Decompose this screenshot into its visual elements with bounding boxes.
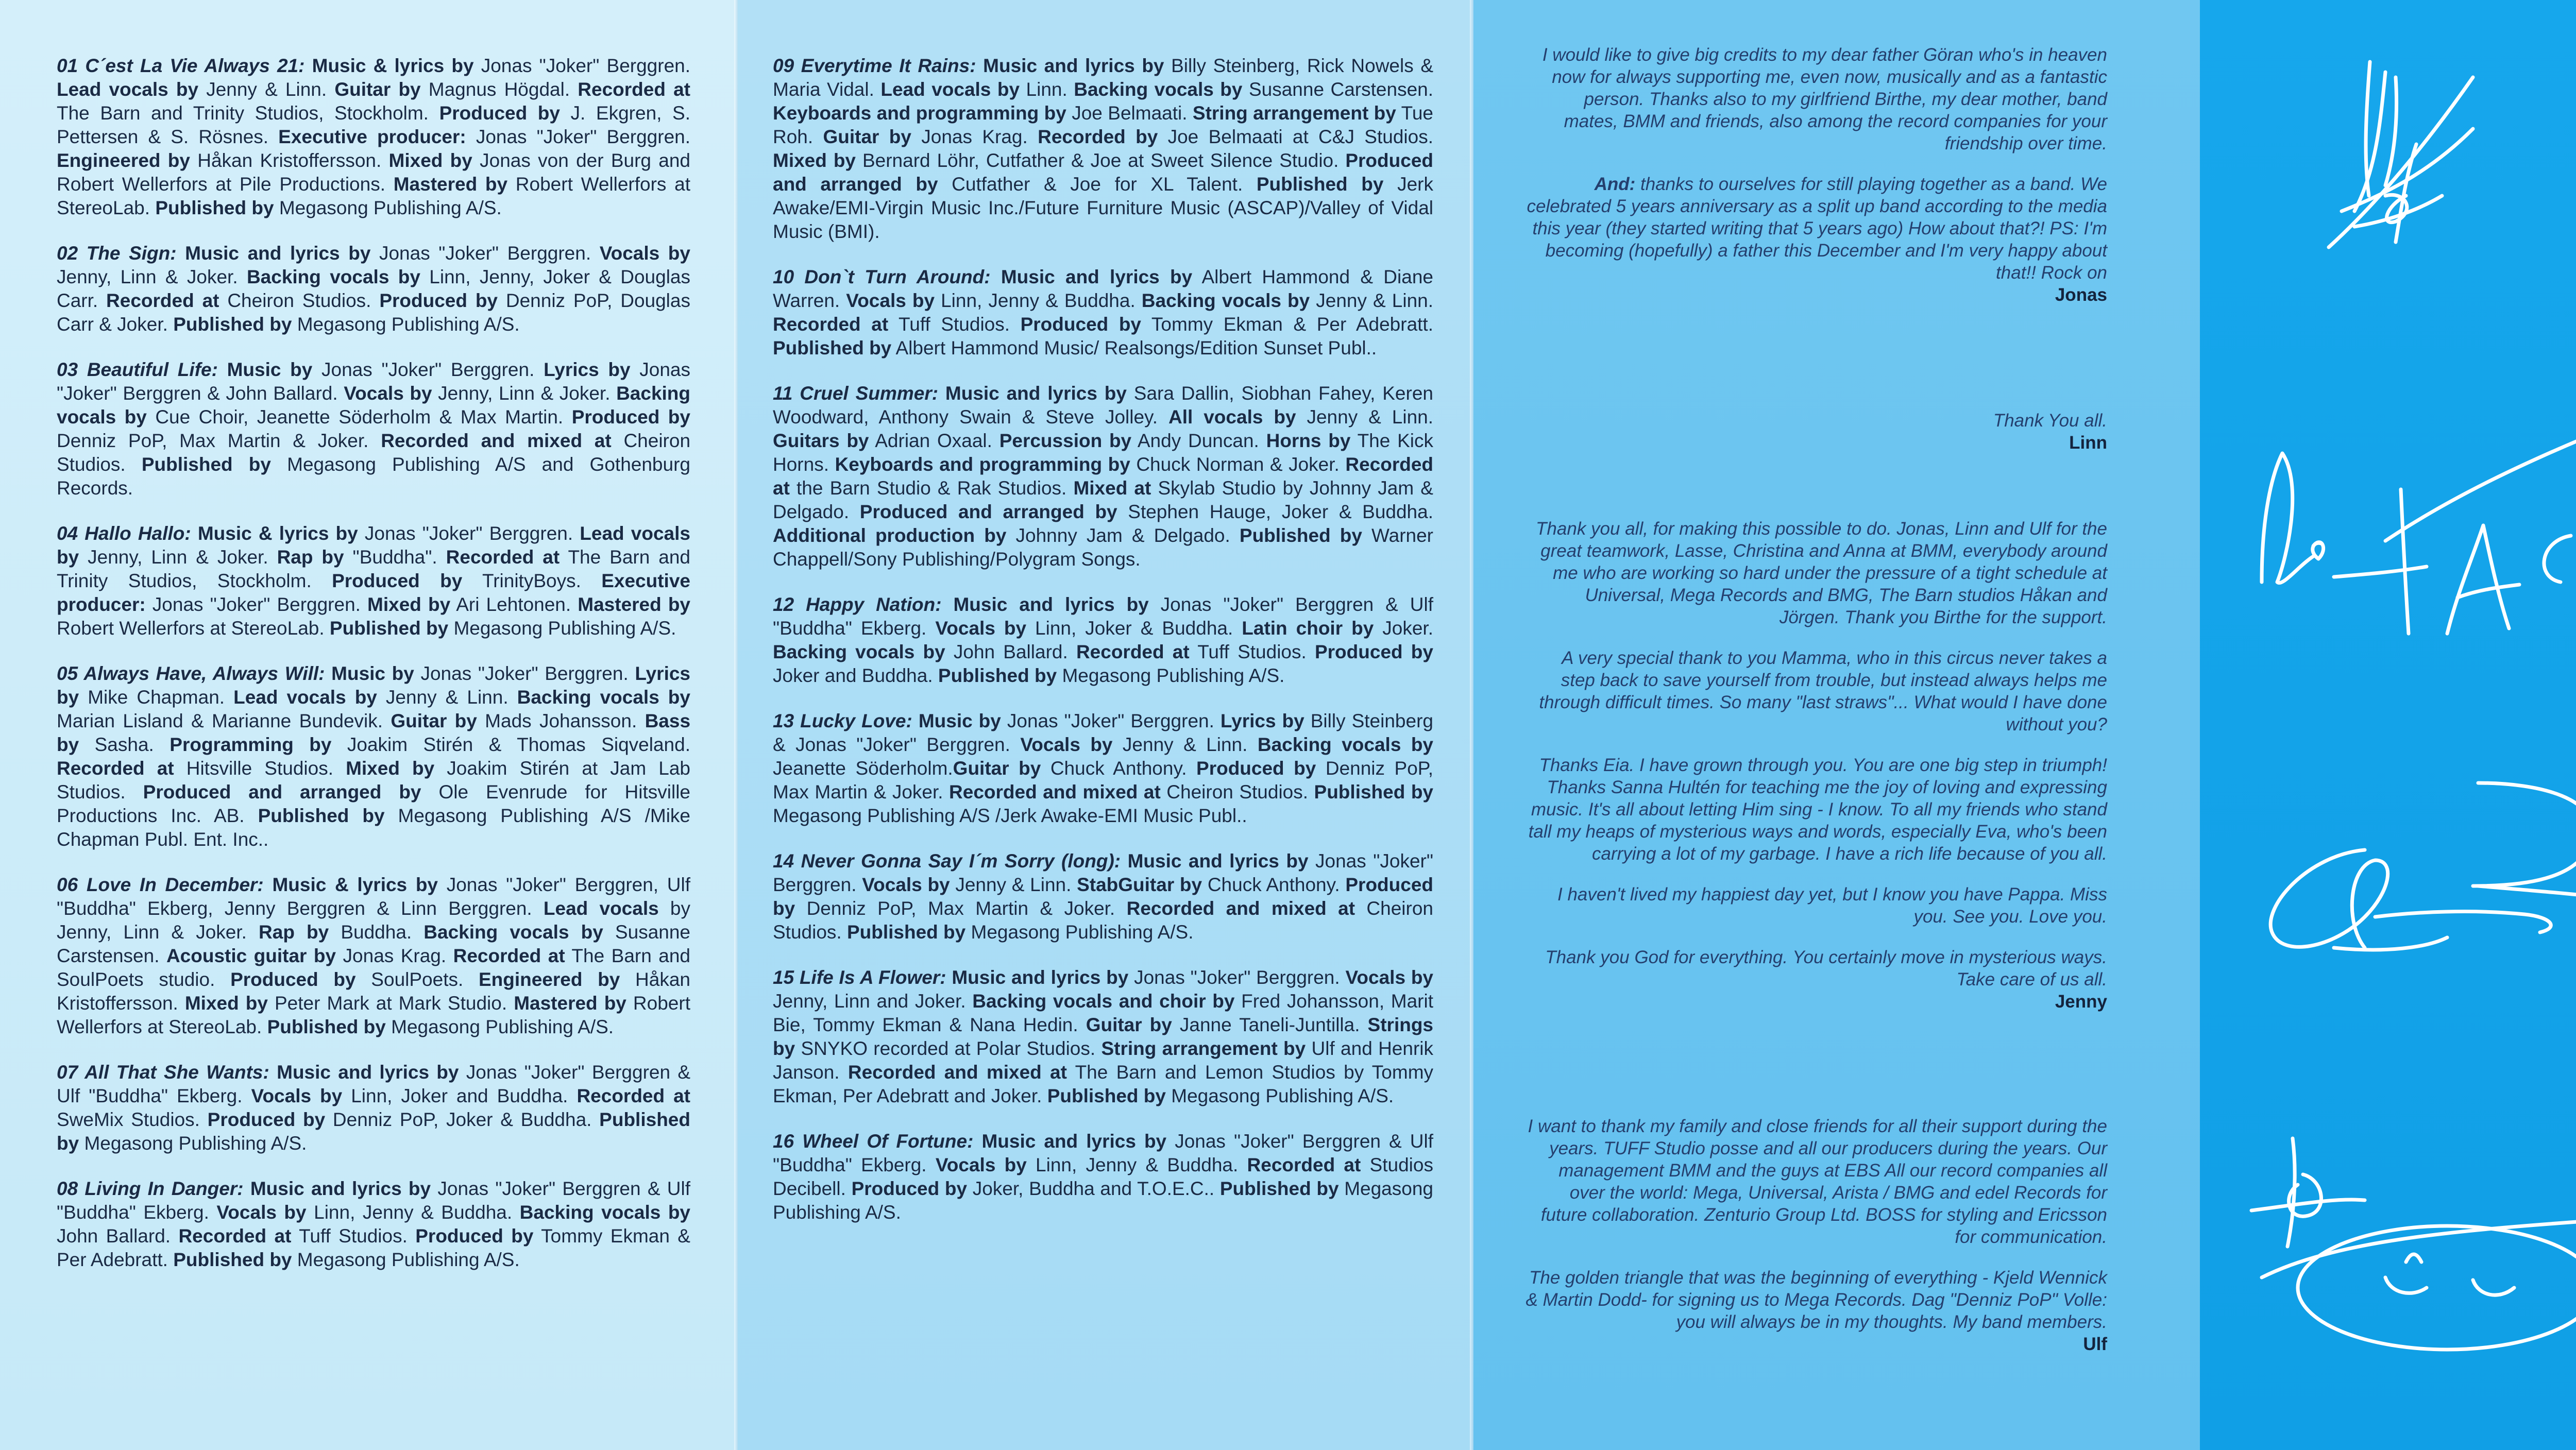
- track-credit: 14 Never Gonna Say I´m Sorry (long): Music and lyrics by Jonas "Joker" Berggren. Vocals by Jenny & Linn. StabGuitar by Chuck Anthony. Produced by Denniz PoP, Max Martin & Joker. Recorded and mixed at Cheiron Studios. Published by Megasong Publishing A/S.: [773, 850, 1434, 943]
- signoff-jonas: Jonas: [2055, 285, 2107, 305]
- track-credit: 13 Lucky Love: Music by Jonas "Joker" Berggren. Lyrics by Billy Steinberg & Jonas "Joker" Berggren. Vocals by Jenny & Linn. Backing vocals by Jeanette Söderholm.Guitar by Chuck Anthony. Produced by Denniz PoP, Max Martin & Joker. Recorded and mixed at Cheiron Studios. Published by Megasong Publishing A/S /Jerk Awake-EMI Music Publ..: [773, 710, 1433, 826]
- left-credits-panel: [0, 0, 738, 1450]
- thanks-linn: [1525, 410, 2107, 454]
- thanks-panel: [1473, 0, 2200, 1450]
- autograph-jonas-drawing: [2231, 41, 2519, 371]
- thanks-ulf: [1525, 1115, 2107, 1355]
- signoff-ulf: Ulf: [2083, 1334, 2107, 1354]
- track-credit: 07 All That She Wants: Music and lyrics by Jonas "Joker" Berggren & Ulf "Buddha" Ekberg. Vocals by Linn, Joker and Buddha. Recorded at SweMix Studios. Produced by Denniz PoP, Joker & Buddha. Published by Megasong Publishing A/S.: [57, 1062, 691, 1154]
- thanks-paragraph: I want to thank my family and close friends for all their support during the years. TUFF Studio posse and all our producers during the years. Our management BMM and the guys at EBS All our record companies all over the world: Mega, Universal, Arista / BMG and edel Records for future collaboration. Zenturio Group Ltd. BOSS for styling and Ericsson for communication.: [1528, 1116, 2107, 1247]
- thanks-paragraph: Thank You all.: [1993, 411, 2107, 431]
- autograph-linn: [2231, 412, 2576, 703]
- track-credit: 03 Beautiful Life: Music by Jonas "Joker" Berggren. Lyrics by Jonas "Joker" Berggren & John Ballard. Vocals by Jenny, Linn & Joker. Backing vocals by Cue Choir, Jeanette Söderholm & Max Martin. Produced by Denniz PoP, Max Martin & Joker. Recorded and mixed at Cheiron Studios. Published by Megasong Publishing A/S and Gothenburg Records.: [57, 359, 691, 499]
- autograph-jenny: [2231, 762, 2576, 981]
- thanks-jonas: [1525, 44, 2107, 306]
- track-credit: 08 Living In Danger: Music and lyrics by Jonas "Joker" Berggren & Ulf "Buddha" Ekberg. Vocals by Linn, Jenny & Buddha. Backing vocals by John Ballard. Recorded at Tuff Studios. Produced by Tommy Ekman & Per Adebratt. Published by Megasong Publishing A/S.: [57, 1178, 690, 1270]
- signoff-jenny: Jenny: [2055, 992, 2107, 1012]
- thanks-paragraph: Thank you God for everything. You certainly move in mysterious ways. Take care of us all.: [1545, 947, 2107, 990]
- thanks-jenny: [1525, 518, 2107, 1013]
- thanks-paragraph: And: thanks to ourselves for still playing together as a band. We celebrated 5 years anniversary as a split up band according to the media this year (they started writing that 5 years ago) How about that?! PS: I'm becoming (hopefully) a father this December and I'm very happy about that!! Rock on: [1527, 174, 2107, 283]
- thanks-paragraph: Thank you all, for making this possible to do. Jonas, Linn and Ulf for the great teamwork, Lasse, Christina and Anna at BMM, everybody around me who are working so hard under the pressure of a tight schedule at Universal, Mega Records and BMG, The Barn studios Håkan and Jörgen. Thank you Birthe for the support.: [1536, 519, 2107, 627]
- thanks-paragraph: I haven't lived my happiest day yet, but I know you have Pappa. Miss you. See you. Love you.: [1557, 884, 2107, 927]
- autograph-jenny-drawing: [2231, 762, 2576, 979]
- credits-column-right: [773, 54, 1433, 1246]
- middle-credits-panel: [738, 0, 1473, 1450]
- track-credit: 15 Life Is A Flower: Music and lyrics by Jonas "Joker" Berggren. Vocals by Jenny, Linn and Joker. Backing vocals and choir by Fred Johansson, Marit Bie, Tommy Ekman & Nana Hedin. Guitar by Janne Taneli-Juntilla. Strings by SNYKO recorded at Polar Studios. String arrangement by Ulf and Henrik Janson. Recorded and mixed at The Barn and Lemon Studios by Tommy Ekman, Per Adebratt and Joker. Published by Megasong Publishing A/S.: [773, 967, 1434, 1106]
- track-credit: 11 Cruel Summer: Music and lyrics by Sara Dallin, Siobhan Fahey, Keren Woodward, Anthony Swain & Steve Jolley. All vocals by Jenny & Linn. Guitars by Adrian Oxaal. Percussion by Andy Duncan. Horns by The Kick Horns. Keyboards and programming by Chuck Norman & Joker. Recorded at the Barn Studio & Rak Studios. Mixed at Skylab Studio by Johnny Jam & Delgado. Produced and arranged by Stephen Hauge, Joker & Buddha. Additional production by Johnny Jam & Delgado. Published by Warner Chappell/Sony Publishing/Polygram Songs.: [773, 383, 1434, 570]
- signoff-linn: Linn: [2069, 433, 2107, 453]
- track-credit: 04 Hallo Hallo: Music & lyrics by Jonas "Joker" Berggren. Lead vocals by Jenny, Linn & Joker. Rap by "Buddha". Recorded at The Barn and Trinity Studios, Stockholm. Produced by TrinityBoys. Executive producer: Jonas "Joker" Berggren. Mixed by Ari Lehtonen. Mastered by Robert Wellerfors at StereoLab. Published by Megasong Publishing A/S.: [57, 523, 690, 639]
- track-credit: 01 C´est La Vie Always 21: Music & lyrics by Jonas "Joker" Berggren. Lead vocals by Jenny & Linn. Guitar by Magnus Högdal. Recorded at The Barn and Trinity Studios, Stockholm. Produced by J. Ekgren, S. Pettersen & S. Rösnes. Executive producer: Jonas "Joker" Berggren. Engineered by Håkan Kristoffersson. Mixed by Jonas von der Burg and Robert Wellerfors at Pile Productions. Mastered by Robert Wellerfors at StereoLab. Published by Megasong Publishing A/S.: [57, 55, 691, 218]
- thanks-paragraph: Thanks Eia. I have grown through you. You are one big step in triumph! Thanks Sanna Hultén for teaching me the joy of loving and expressing music. It's all about letting Him sing - I know. To all my friends who stand tall my heaps of mysterious ways and words, especially Eva, who's been carrying a lot of my garbage. I have a rich life because of you all.: [1528, 755, 2107, 864]
- thanks-paragraph: A very special thank to you Mamma, who in this circus never takes a step back to save yourself from trouble, but instead always helps me through difficult times. So many "last straws"... What would I have done without you?: [1539, 648, 2107, 735]
- credits-column-left: [57, 54, 690, 1293]
- track-credit: 02 The Sign: Music and lyrics by Jonas "Joker" Berggren. Vocals by Jenny, Linn & Joker. Backing vocals by Linn, Jenny, Joker & Douglas Carr. Recorded at Cheiron Studios. Produced by Denniz PoP, Douglas Carr & Joker. Published by Megasong Publishing A/S.: [57, 243, 691, 335]
- track-credit: 05 Always Have, Always Will: Music by Jonas "Joker" Berggren. Lyrics by Mike Chapman. Lead vocals by Jenny & Linn. Backing vocals by Marian Lisland & Marianne Bundevik. Guitar by Mads Johansson. Bass by Sasha. Programming by Joakim Stirén & Thomas Siqveland. Recorded at Hitsville Studios. Mixed by Joakim Stirén at Jam Lab Studios. Produced and arranged by Ole Evenrude for Hitsville Productions Inc. AB. Published by Megasong Publishing A/S /Mike Chapman Publ. Ent. Inc..: [57, 663, 691, 850]
- thanks-paragraph: The golden triangle that was the beginning of everything - Kjeld Wennick & Martin Dodd- for signing us to Mega Records. Dag "Denniz PoP" Volle: you will always be in my thoughts. My band members.: [1526, 1268, 2107, 1332]
- signatures-panel: [2200, 0, 2576, 1450]
- thanks-paragraph: I would like to give big credits to my dear father Göran who's in heaven now for always supporting me, even now, musically and as a fantastic person. Thanks also to my girlfriend Birthe, my dear mother, band mates, BMM and friends, also among the record companies for your friendship over time.: [1542, 45, 2107, 153]
- track-credit: 09 Everytime It Rains: Music and lyrics by Billy Steinberg, Rick Nowels & Maria Vidal. Lead vocals by Linn. Backing vocals by Susanne Carstensen. Keyboards and programming by Joe Belmaati. String arrangement by Tue Roh. Guitar by Jonas Krag. Recorded by Joe Belmaati at C&J Studios. Mixed by Bernard Löhr, Cutfather & Joe at Sweet Silence Studio. Produced and arranged by Cutfather & Joe for XL Talent. Published by Jerk Awake/EMI-Virgin Music Inc./Future Furniture Music (ASCAP)/Valley of Vidal Music (BMI).: [773, 55, 1434, 242]
- autograph-ulf-drawing: [2231, 1123, 2576, 1370]
- autograph-jonas: [2231, 41, 2519, 373]
- track-credit: 10 Don`t Turn Around: Music and lyrics by Albert Hammond & Diane Warren. Vocals by Linn, Jenny & Buddha. Backing vocals by Jenny & Linn. Recorded at Tuff Studios. Produced by Tommy Ekman & Per Adebratt. Published by Albert Hammond Music/ Realsongs/Edition Sunset Publ..: [773, 266, 1434, 359]
- track-credit: 16 Wheel Of Fortune: Music and lyrics by Jonas "Joker" Berggren & Ulf "Buddha" Ekberg. Vocals by Linn, Jenny & Buddha. Recorded at Studios Decibell. Produced by Joker, Buddha and T.O.E.C.. Published by Megasong Publishing A/S.: [773, 1131, 1433, 1223]
- track-credit: 12 Happy Nation: Music and lyrics by Jonas "Joker" Berggren & Ulf "Buddha" Ekberg. Vocals by Linn, Joker & Buddha. Latin choir by Joker. Backing vocals by John Ballard. Recorded at Tuff Studios. Produced by Joker and Buddha. Published by Megasong Publishing A/S.: [773, 594, 1433, 686]
- autograph-ulf: [2231, 1123, 2576, 1373]
- track-credit: 06 Love In December: Music & lyrics by Jonas "Joker" Berggren, Ulf "Buddha" Ekberg, Jenny Berggren & Linn Berggren. Lead vocals by Jenny, Linn & Joker. Rap by Buddha. Backing vocals by Susanne Carstensen. Acoustic guitar by Jonas Krag. Recorded at The Barn and SoulPoets studio. Produced by SoulPoets. Engineered by Håkan Kristoffersson. Mixed by Peter Mark at Mark Studio. Mastered by Robert Wellerfors at StereoLab. Published by Megasong Publishing A/S.: [57, 874, 691, 1037]
- autograph-linn-drawing: [2231, 412, 2576, 701]
